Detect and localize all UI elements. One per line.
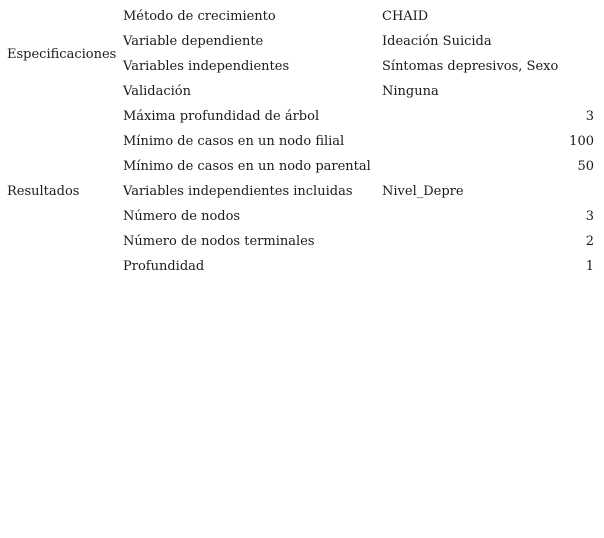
section-label-especificaciones: Especificaciones (7, 46, 117, 62)
param-name: Número de nodos (123, 209, 241, 224)
table-row (4, 104, 598, 129)
param-value: Ninguna (382, 84, 439, 99)
param-name: Mínimo de casos en un nodo filial (123, 134, 345, 149)
param-name: Validación (123, 84, 191, 99)
param-name: Mínimo de casos en un nodo parental (123, 159, 371, 174)
section-label-resultados: Resultados (7, 184, 80, 199)
param-value: Ideación Suicida (382, 34, 492, 49)
model-summary-table (4, 4, 598, 279)
param-name: Máxima profundidad de árbol (123, 109, 320, 124)
param-value: 2 (585, 234, 594, 249)
param-value: Síntomas depresivos, Sexo (382, 59, 559, 74)
param-value: CHAID (382, 9, 429, 24)
param-value: Nivel_Depre (382, 184, 464, 199)
param-name: Variable dependiente (123, 34, 264, 49)
table-row (4, 4, 598, 29)
param-name: Método de crecimiento (123, 9, 276, 24)
param-value: 50 (577, 159, 594, 174)
section-spacer (4, 104, 123, 179)
param-value: 3 (585, 209, 594, 224)
param-value: 1 (585, 259, 594, 274)
param-value: 100 (569, 134, 594, 149)
param-name: Número de nodos terminales (123, 234, 315, 249)
param-name: Variables independientes (123, 59, 290, 74)
table-row (4, 179, 598, 204)
param-name: Variables independientes incluidas (123, 184, 353, 199)
param-name: Profundidad (123, 259, 205, 274)
param-value: 3 (585, 109, 594, 124)
